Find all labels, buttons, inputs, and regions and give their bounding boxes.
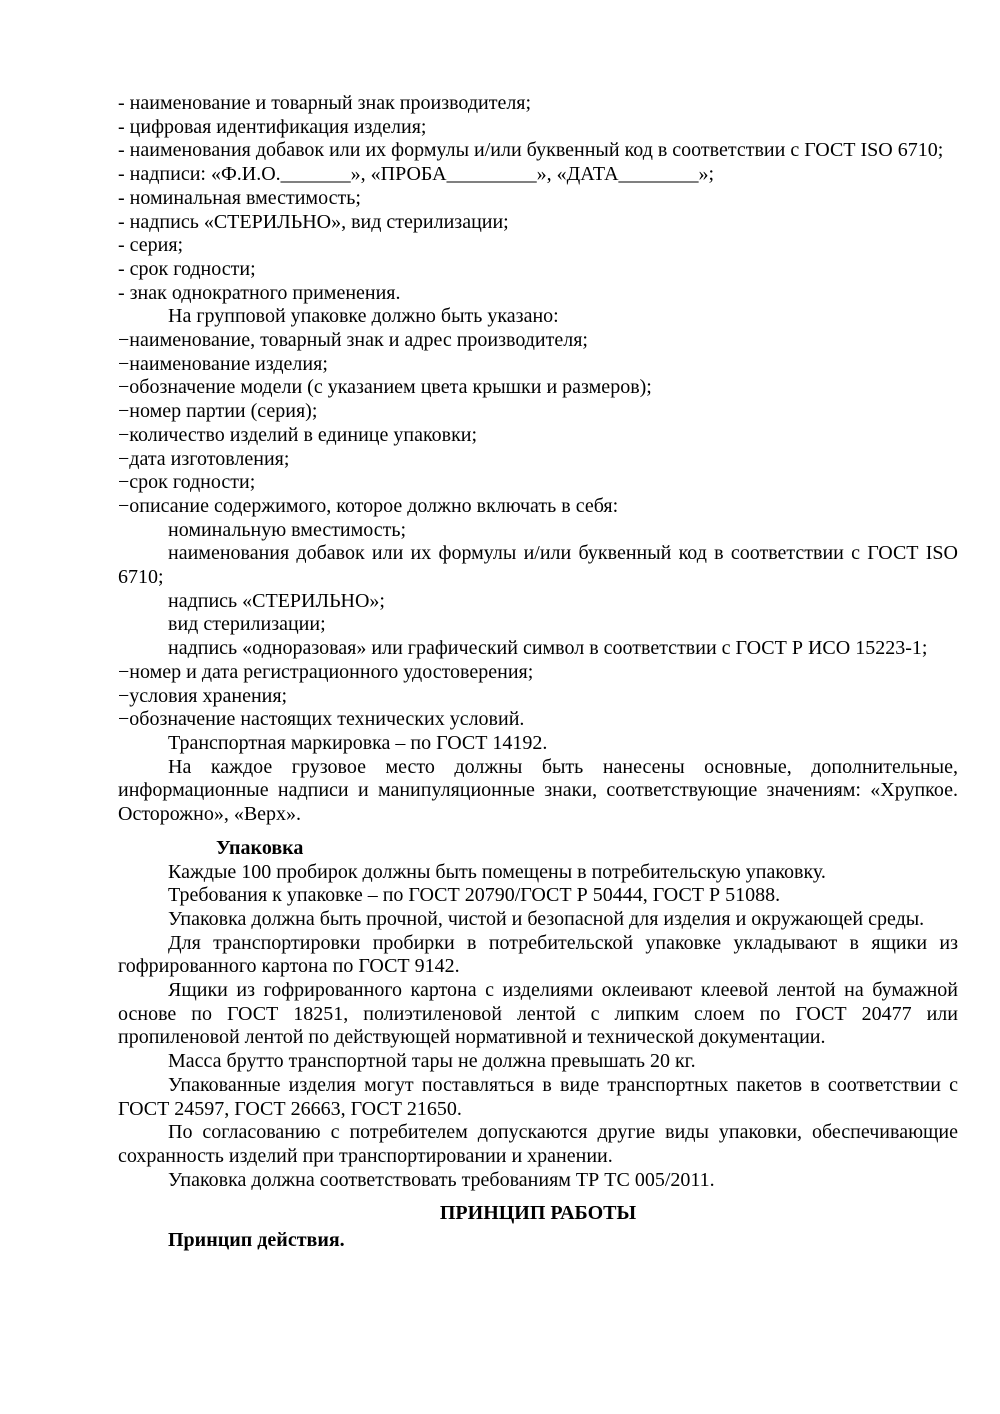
list-item: −количество изделий в единице упаковки; — [118, 423, 478, 446]
sub-list-item: надпись «одноразовая» или графический символ в соответствии с ГОСТ Р ИСО 15223-1; — [168, 637, 928, 660]
paragraph: Каждые 100 пробирок должны быть помещены в потребительскую упаковку. — [168, 860, 826, 883]
paragraph: Упакованные изделия могут поставляться в виде транспортных пакетов в соответствии с ГОСТ 24597, ГОСТ 26663, ГОСТ 21650. — [118, 1073, 958, 1120]
list-item: −наименование изделия; — [118, 352, 328, 375]
list-item: −срок годности; — [118, 471, 256, 494]
list-item: - наименования добавок или их формулы и/или буквенный код в соответствии с ГОСТ ISO 6710; — [118, 139, 944, 162]
paragraph: Упаковка должна соответствовать требованиям ТР ТС 005/2011. — [168, 1168, 715, 1191]
list-item: −номер и дата регистрационного удостоверения; — [118, 660, 534, 683]
list-item: −наименование, товарный знак и адрес производителя; — [118, 329, 588, 352]
sub-list-item: вид стерилизации; — [168, 613, 326, 636]
spacer — [118, 827, 958, 837]
section-heading: Упаковка — [216, 836, 304, 859]
list-item: −обозначение модели (с указанием цвета крышки и размеров); — [118, 376, 652, 399]
list-item: - серия; — [118, 234, 184, 257]
list-item: −обозначение настоящих технических условий. — [118, 708, 525, 731]
paragraph: Масса брутто транспортной тары не должна превышать 20 кг. — [168, 1050, 696, 1073]
paragraph: Упаковка должна быть прочной, чистой и безопасной для изделия и окружающей среды. — [168, 907, 925, 930]
paragraph: Ящики из гофрированного картона с изделиями оклеивают клеевой лентой на бумажной основе по ГОСТ 18251, полиэтиленовой лентой с липким слоем по ГОСТ 20477 или пропиленовой лентой по действующей нормативной и технической документации. — [118, 979, 958, 1049]
paragraph: Требования к упаковке – по ГОСТ 20790/ГОСТ Р 50444, ГОСТ Р 51088. — [168, 884, 781, 907]
paragraph: По согласованию с потребителем допускаются другие виды упаковки, обеспечивающие сохранность изделий при транспортировании и хранении. — [118, 1121, 958, 1167]
list-item: −номер партии (серия); — [118, 400, 318, 423]
list-item: −условия хранения; — [118, 684, 288, 707]
paragraph: Для транспортировки пробирки в потребительской упаковке укладывают в ящики из гофрированного картона по ГОСТ 9142. — [118, 931, 958, 978]
list-item: - цифровая идентификация изделия; — [118, 115, 427, 138]
subsection-label: Принцип действия. — [168, 1229, 345, 1252]
spacer — [118, 1192, 958, 1202]
list-item: - надпись «СТЕРИЛЬНО», вид стерилизации; — [118, 210, 509, 233]
paragraph: На каждое грузовое место должны быть нанесены основные, дополнительные, информационные надписи и манипуляционные знаки, соответствующие значениям: «Хрупкое. Осторожно», «Верх». — [118, 755, 958, 826]
list-item: - знак однократного применения. — [118, 281, 401, 304]
sub-list-item: номинальную вместимость; — [168, 518, 407, 541]
list-item: −описание содержимого, которое должно включать в себя: — [118, 494, 619, 517]
list-item: - номинальная вместимость; — [118, 186, 361, 209]
sub-list-item: надпись «СТЕРИЛЬНО»; — [168, 589, 385, 612]
list-item: - наименование и товарный знак производителя; — [118, 92, 532, 114]
list-item: - срок годности; — [118, 257, 256, 280]
page-heading: ПРИНЦИП РАБОТЫ — [439, 1202, 637, 1225]
list-item: - надписи: «Ф.И.О._______», «ПРОБА_________», «ДАТА________»; — [118, 163, 715, 186]
paragraph: На групповой упаковке должно быть указано: — [168, 305, 559, 328]
sub-list-item: наименования добавок или их формулы и/или буквенный код в соответствии с ГОСТ ISO 6710; — [118, 542, 958, 589]
list-item: −дата изготовления; — [118, 447, 290, 470]
paragraph: Транспортная маркировка – по ГОСТ 14192. — [168, 731, 548, 754]
